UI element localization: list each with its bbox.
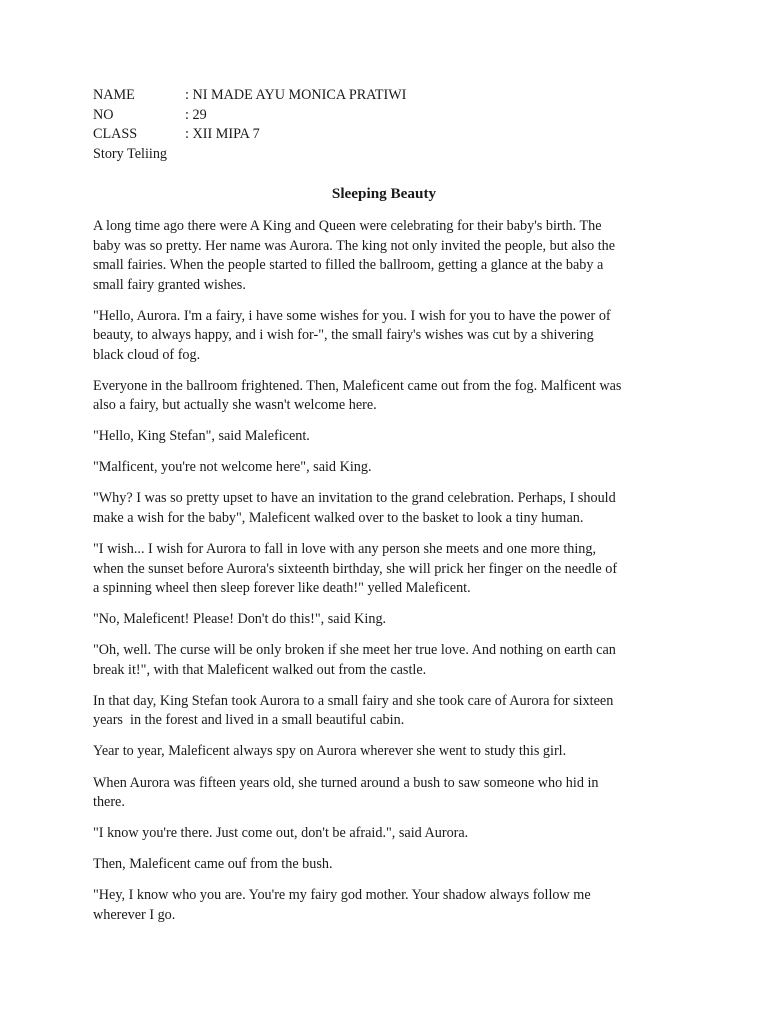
number-row bbox=[93, 106, 406, 126]
story-paragraph bbox=[93, 886, 673, 925]
story-paragraph bbox=[93, 824, 673, 844]
paragraph-line: wherever I go. bbox=[93, 906, 176, 923]
paragraph-line: baby was so pretty. Her name was Aurora. The king not only invited the people, but also the bbox=[93, 237, 616, 254]
paragraph-line: make a wish for the baby", Maleficent walked over to the basket to look a tiny human. bbox=[93, 509, 584, 526]
paragraph-line: also a fairy, but actually she wasn't welcome here. bbox=[93, 397, 377, 414]
story-paragraph bbox=[93, 489, 673, 528]
story-paragraph bbox=[93, 855, 673, 875]
paragraph-line: "Malficent, you're not welcome here", said King. bbox=[93, 459, 372, 476]
story-paragraph bbox=[93, 692, 673, 731]
story-paragraph bbox=[93, 540, 673, 599]
paragraph-line: When Aurora was fifteen years old, she turned around a bush to saw someone who hid in bbox=[93, 774, 599, 791]
story-paragraph bbox=[93, 458, 673, 478]
name-label: NAME bbox=[93, 87, 135, 103]
story-paragraph bbox=[93, 307, 673, 366]
story-body bbox=[93, 217, 673, 937]
paragraph-line: a spinning wheel then sleep forever like death!" yelled Maleficent. bbox=[93, 580, 471, 597]
story-paragraph bbox=[93, 217, 673, 295]
paragraph-line: "Why? I was so pretty upset to have an invitation to the grand celebration. Perhaps, I should bbox=[93, 490, 616, 507]
paragraph-line: "No, Maleficent! Please! Don't do this!", said King. bbox=[93, 611, 387, 628]
paragraph-line: small fairies. When the people started to filled the ballroom, getting a glance at the baby a bbox=[93, 257, 604, 273]
paragraph-line: "I know you're there. Just come out, don't be afraid.", said Aurora. bbox=[93, 825, 469, 842]
paragraph-line: "Hello, Aurora. I'm a fairy, i have some wishes for you. I wish for you to have the power of bbox=[93, 307, 611, 324]
paragraph-line: small fairy granted wishes. bbox=[93, 276, 246, 293]
paragraph-line: years in the forest and lived in a small beautiful cabin. bbox=[93, 712, 405, 729]
story-title: Sleeping Beauty bbox=[331, 185, 437, 202]
paragraph-line: when the sunset before Aurora's sixteenth birthday, she will prick her finger on the needle of bbox=[93, 560, 618, 577]
class-row bbox=[93, 125, 406, 145]
story-paragraph bbox=[93, 377, 673, 416]
document-subtitle: Story Teliing bbox=[93, 145, 168, 162]
paragraph-line: black cloud of fog. bbox=[93, 346, 201, 363]
name-row bbox=[93, 86, 406, 106]
story-paragraph bbox=[93, 742, 673, 762]
paragraph-line: there. bbox=[93, 794, 125, 811]
paragraph-line: Everyone in the ballroom frightened. Then, Maleficent came out from the fog. Malficent was bbox=[93, 377, 622, 394]
number-label: NO bbox=[93, 106, 114, 123]
paragraph-line: "Oh, well. The curse will be only broken if she meet her true love. And nothing on earth can bbox=[93, 642, 616, 659]
paragraph-line: break it!", with that Maleficent walked out from the castle. bbox=[93, 661, 427, 678]
name-value: : NI MADE AYU MONICA PRATIWI bbox=[185, 87, 407, 103]
class-label: CLASS bbox=[93, 126, 138, 142]
paragraph-line: beauty, to always happy, and i wish for-", the small fairy's wishes was cut by a shivering bbox=[93, 327, 594, 344]
story-paragraph bbox=[93, 427, 673, 447]
paragraph-line: Year to year, Maleficent always spy on Aurora wherever she went to study this girl. bbox=[93, 743, 567, 760]
paragraph-line: In that day, King Stefan took Aurora to a small fairy and she took care of Aurora for sixteen bbox=[93, 692, 614, 709]
paragraph-line: "Hello, King Stefan", said Maleficent. bbox=[93, 428, 310, 445]
story-paragraph bbox=[93, 610, 673, 630]
paragraph-line: "I wish... I wish for Aurora to fall in love with any person she meets and one more thing, bbox=[93, 541, 597, 558]
number-value: : 29 bbox=[185, 106, 207, 123]
student-info-header bbox=[93, 86, 406, 164]
paragraph-line: Then, Maleficent came ouf from the bush. bbox=[93, 856, 333, 873]
paragraph-line: A long time ago there were A King and Queen were celebrating for their baby's birth. The bbox=[93, 218, 602, 234]
story-paragraph bbox=[93, 641, 673, 680]
paragraph-line: "Hey, I know who you are. You're my fairy god mother. Your shadow always follow me bbox=[93, 887, 591, 904]
class-value: : XII MIPA 7 bbox=[185, 126, 260, 142]
story-paragraph bbox=[93, 774, 673, 813]
